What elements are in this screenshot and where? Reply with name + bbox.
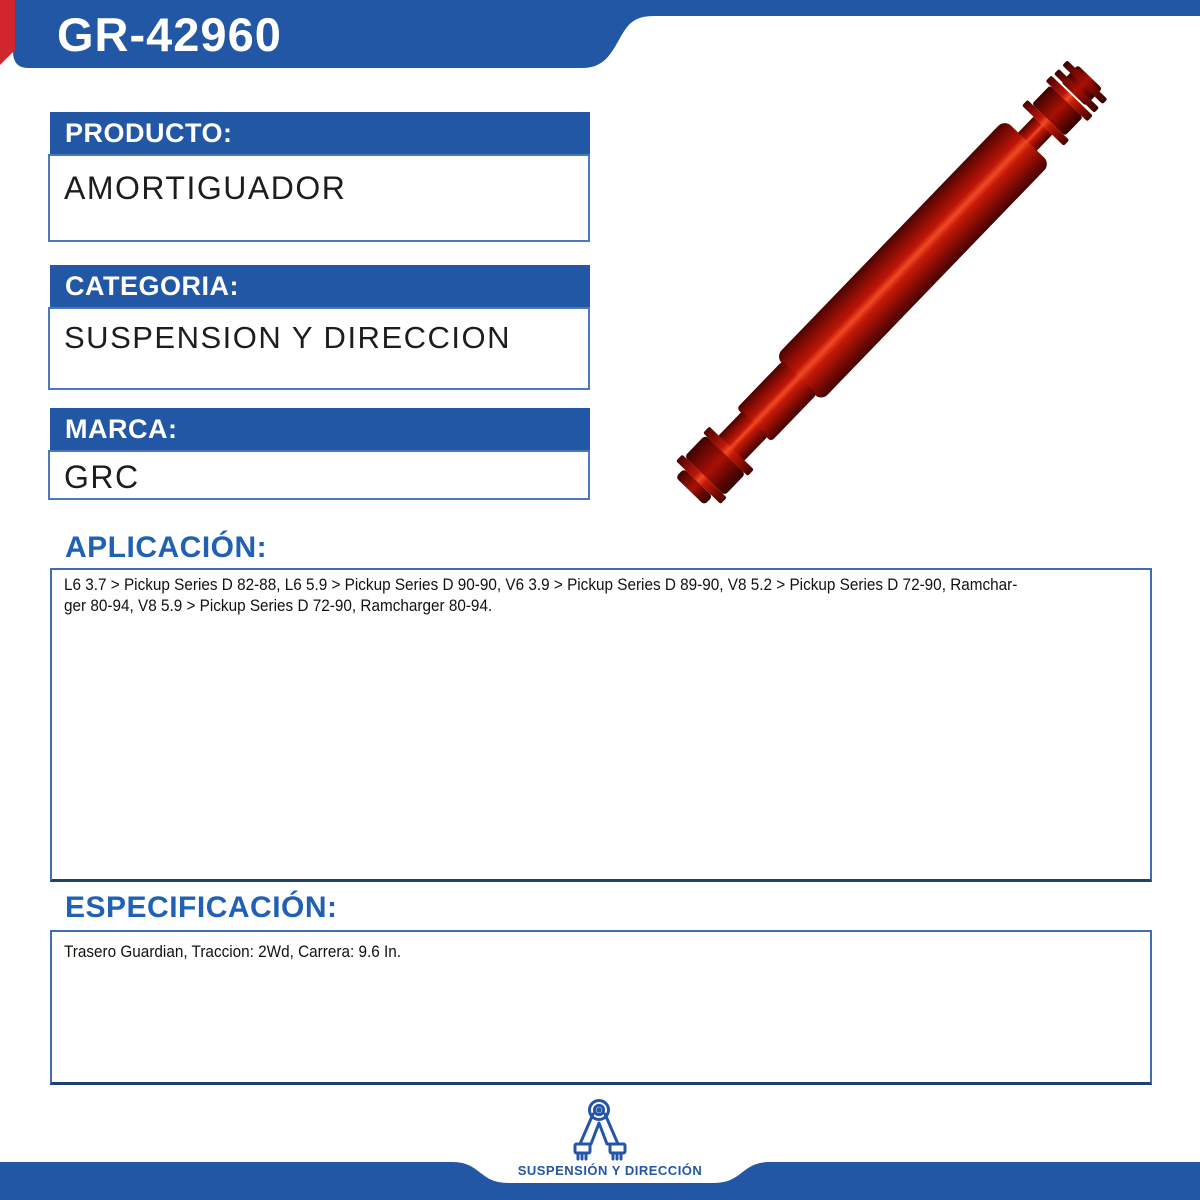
- especificacion-box: [50, 930, 1152, 1085]
- marca-value: GRC: [48, 450, 590, 500]
- red-accent-stripe: [0, 0, 15, 65]
- especificacion-title: ESPECIFICACIÓN:: [65, 891, 338, 924]
- especificacion-text-line: Trasero Guardian, Traccion: 2Wd, Carrera: 9.6 In.: [64, 942, 402, 961]
- categoria-label: CATEGORIA:: [50, 265, 590, 307]
- marca-label: MARCA:: [50, 408, 590, 450]
- aplicacion-title: APLICACIÓN:: [65, 531, 268, 564]
- product-photo-amortiguador: [600, 0, 1180, 570]
- categoria-value: SUSPENSION Y DIRECCION: [48, 307, 590, 390]
- aplicacion-text-line: ger 80-94, V8 5.9 > Pickup Series D 72-90, Ramcharger 80-94.: [64, 596, 493, 615]
- aplicacion-text-line: L6 3.7 > Pickup Series D 82-88, L6 5.9 > Pickup Series D 90-90, V6 3.9 > Pickup Series D 89-90, V8 5.2 > Pickup Series D 72-90, Ramchar-: [64, 575, 1018, 594]
- producto-value: AMORTIGUADOR: [48, 154, 590, 242]
- control-arm-icon: [557, 1098, 643, 1162]
- part-number: GR-42960: [57, 7, 282, 61]
- aplicacion-box: [50, 568, 1152, 882]
- producto-label: PRODUCTO:: [50, 112, 590, 154]
- footer-brand-label: SUSPENSIÓN Y DIRECCIÓN: [517, 1163, 703, 1178]
